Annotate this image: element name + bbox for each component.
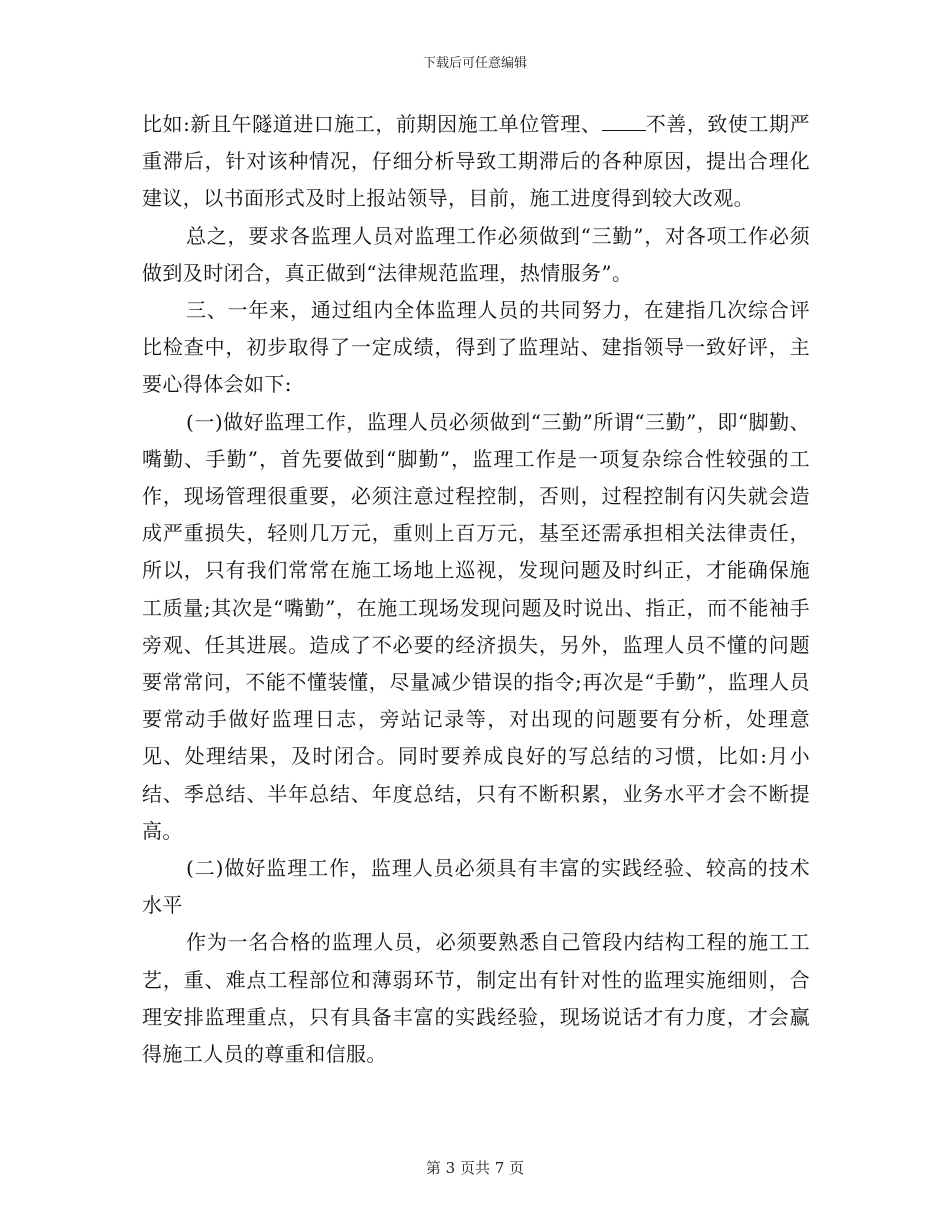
paragraph-4: (一)做好监理工作，监理人员必须做到“三勤”所谓“三勤”，即“脚勤、嘴勤、手勤”，首先要做到“脚勤”，监理工作是一项复杂综合性较强的工作，现场管理很重要，必须注意过程控制，否则，过程控制有闪失就会造成严重损失，轻则几万元，重则上百万元，基至还需承担相关法律责任，所以，只有我们常常在施工场地上巡视，发现问题及时纠正，才能确保施工质量;其次是“嘴勤”，在施工现场发现问题及时说出、指正，而不能袖手旁观、任其进展。造成了不必要的经济损失，另外，监理人员不懂的问题要常常问，不能不懂装懂，尽量减少错误的指令;再次是“手勤”，监理人员要常动手做好监理日志，旁站记录等，对出现的问题要有分析，处理意见、处理结果，及时闭合。同时要养成良好的写总结的习惯，比如:月小结、季总结、半年总结、年度总结，只有不断积累，业务水平才会不断提高。 bbox=[142, 409, 810, 843]
document-body bbox=[142, 106, 810, 1073]
paragraph-2: 总之，要求各监理人员对监理工作必须做到“三勤”，对各项工作必须做到及时闭合，真正做到“法律规范监理，热情服务”。 bbox=[142, 223, 810, 285]
paragraph-1 bbox=[142, 106, 810, 218]
page-header: 下载后可任意编辑 bbox=[422, 56, 527, 71]
paragraph-1-text-before-blank: 比如:新且午隧道进口施工，前期因施工单位管理、 bbox=[142, 112, 602, 136]
fill-in-blank bbox=[602, 129, 646, 131]
paragraph-5: (二)做好监理工作，监理人员必须具有丰富的实践经验、较高的技术水平 bbox=[142, 856, 810, 918]
paragraph-3: 三、一年来，通过组内全体监理人员的共同努力，在建指几次综合评比检查中，初步取得了一定成绩，得到了监理站、建指领导一致好评，主要心得体会如下: bbox=[142, 298, 810, 397]
paragraph-1-text-after-blank: 不善，致使工期严重滞后，针对该种情况，仔细分析导致工期滞后的各种原因，提出合理化建议，以书面形式及时上报站领导，目前，施工进度得到较大改观。 bbox=[142, 112, 810, 211]
page-footer: 第 3 页共 7 页 bbox=[425, 1159, 525, 1177]
paragraph-6: 作为一名合格的监理人员，必须要熟悉自己管段内结构工程的施工工艺，重、难点工程部位和薄弱环节，制定出有针对性的监理实施细则，合理安排监理重点，只有具备丰富的实践经验，现场说话才有力度，才会赢得施工人员的尊重和信服。 bbox=[142, 930, 810, 1067]
